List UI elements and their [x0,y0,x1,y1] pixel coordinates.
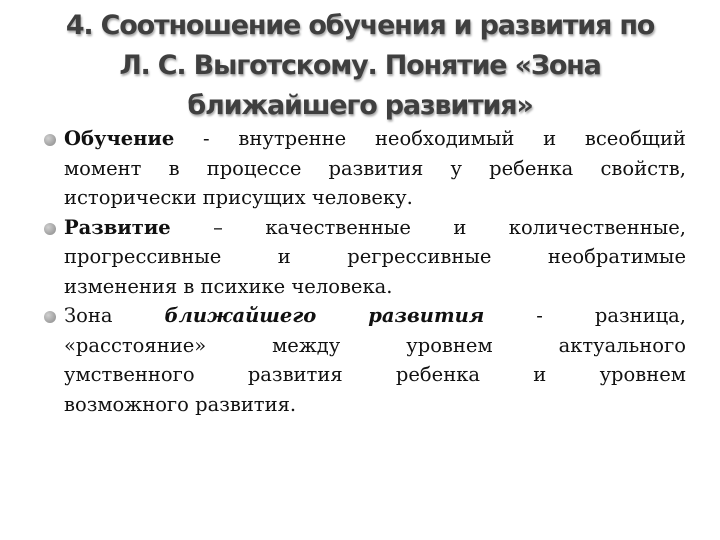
title-line: 4. Соотношение обучения и развития по [65,10,655,41]
text-line [64,242,686,272]
title-line: Л. С. Выготскому. Понятие «Зона [119,50,601,81]
text-line [64,331,686,361]
word: регрессивные [347,245,492,268]
term-learning: Обучение [64,127,175,150]
word: у [450,156,462,180]
word: необратимые [547,245,686,268]
word: ребенка [489,156,574,180]
bullet-dot-icon [44,311,56,323]
word: развития [247,363,343,386]
word: момент [64,156,142,180]
bullet-item-learning [14,124,686,213]
text-line [64,360,686,390]
word: и [453,215,467,239]
word: «расстояние» [64,333,207,357]
word: количественные, [508,215,686,239]
term-zpd-development: развития [368,304,485,327]
word: всеобщий [584,127,686,150]
text-line [64,183,686,213]
bullet-item-development [14,213,686,302]
bullet-dot-icon [44,134,56,146]
word: свойств, [600,156,686,180]
word: актуального [558,333,686,357]
word: уровнем [599,363,686,386]
title-line: ближайшего развития» [187,90,533,121]
word: - [203,127,210,150]
word: - [536,304,543,327]
word: качественные [265,215,411,239]
word: развития [328,156,424,180]
word: возможного развития. [64,392,297,416]
term-development: Развитие [64,215,171,239]
text-line [64,213,686,243]
word: ребенка [395,363,481,386]
text-line [64,301,686,331]
word: прогрессивные [64,245,222,268]
word: между [272,333,341,357]
word: процессе [206,156,302,180]
bullet-dot-icon [44,223,56,235]
bullet-item-zpd [14,301,686,419]
slide-title [40,6,680,126]
word: и [277,245,291,268]
bullet-list [14,124,686,419]
word: и [533,363,547,386]
word: исторически присущих человеку. [64,186,413,209]
term-zpd-nearest: ближайшего [164,304,317,327]
word: Зона [64,304,113,327]
text-line [64,124,686,154]
word: внутренне [238,127,347,150]
word: и [543,127,557,150]
word: уровнем [406,333,493,357]
word: в [168,156,180,180]
word: изменения в психике человека. [64,274,393,298]
word: – [213,215,223,239]
text-line [64,154,686,184]
text-line [64,272,686,302]
word: умственного [64,363,195,386]
word: необходимый [374,127,515,150]
word: разница, [594,304,686,327]
text-line [64,390,686,420]
